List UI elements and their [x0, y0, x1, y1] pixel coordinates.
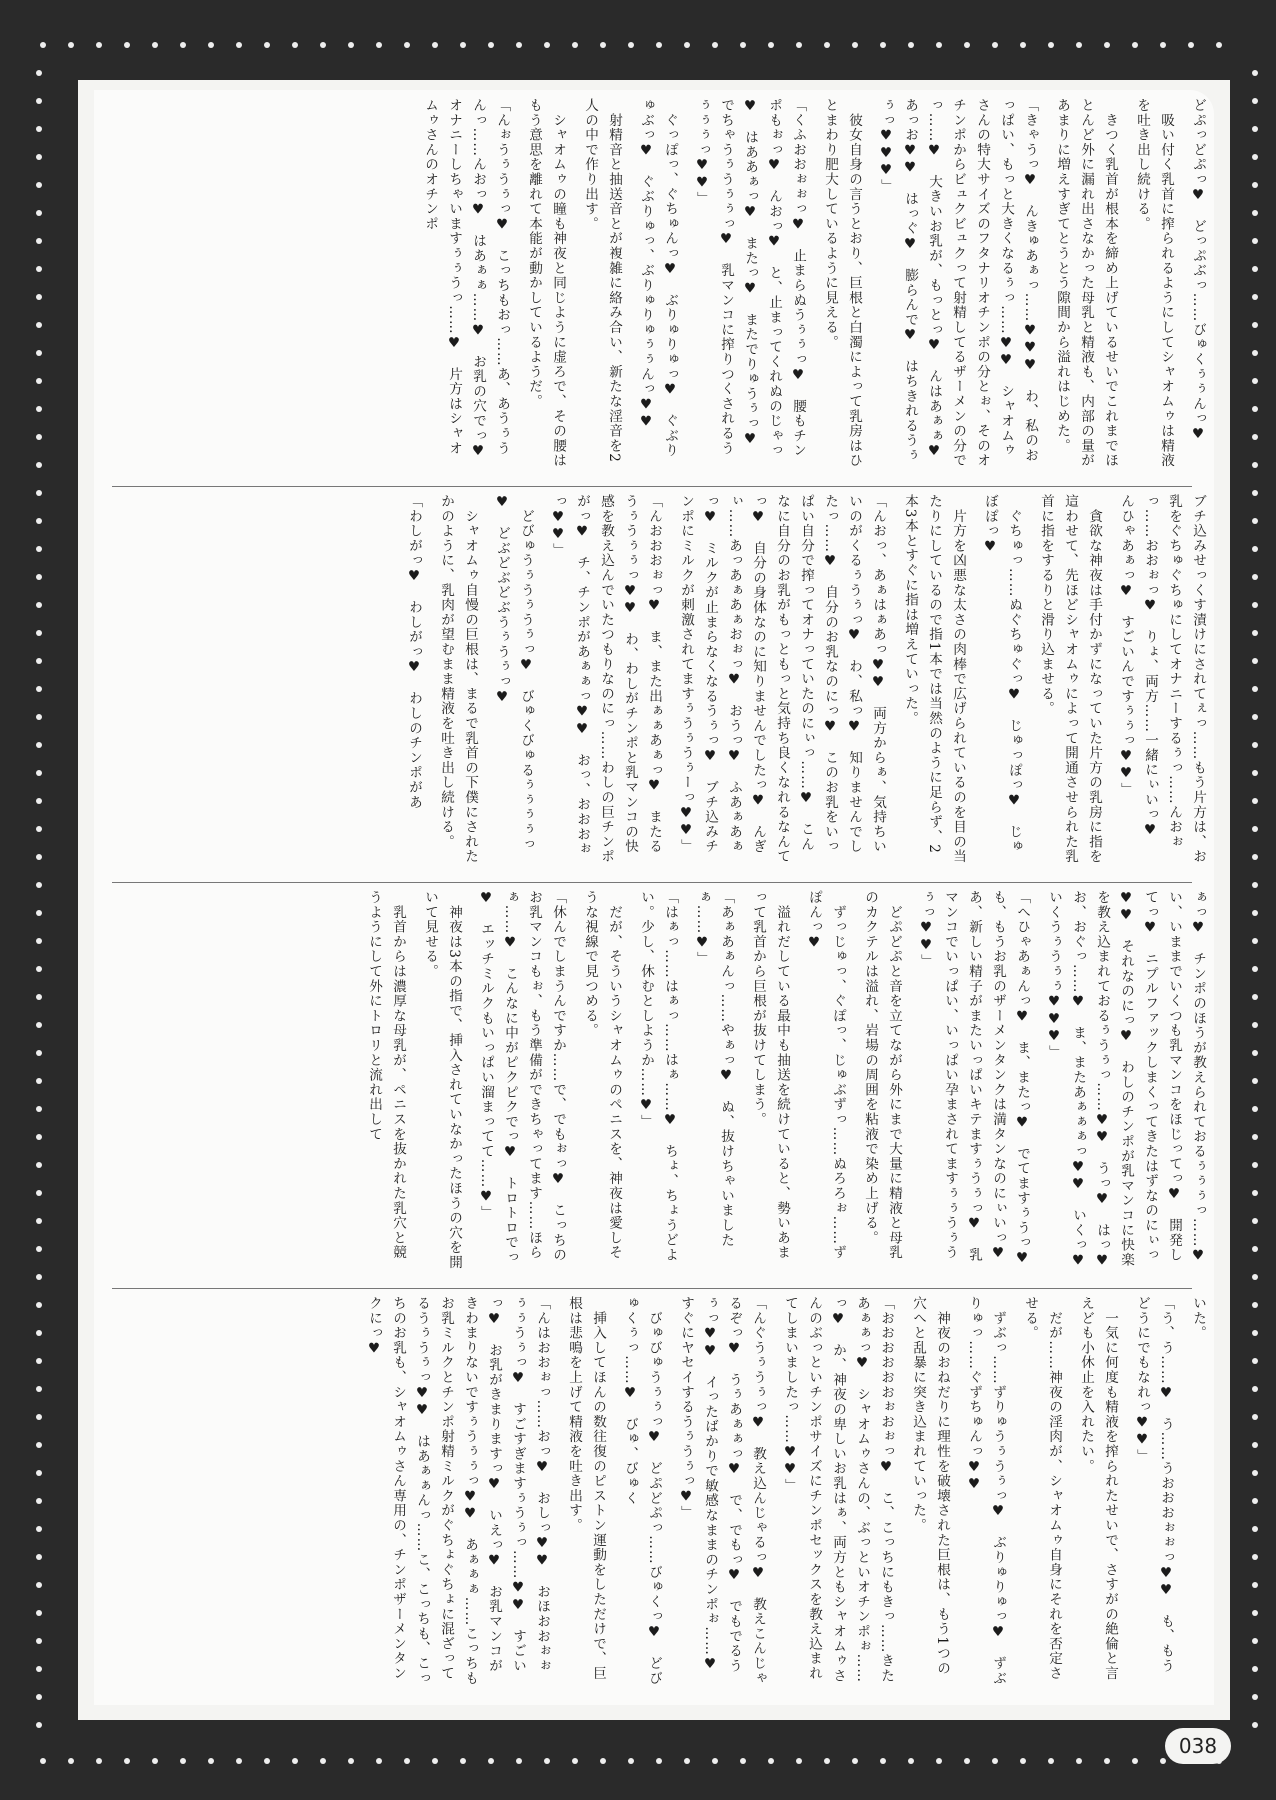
frame-dot [36, 154, 42, 160]
paragraph: 神夜は3本の指で、挿入されていなかったほうの穴を開いて見せる。 [422, 890, 462, 1270]
frame-dot [628, 42, 634, 48]
frame-dot [348, 42, 354, 48]
frame-dot [292, 1758, 298, 1764]
paragraph: 「はぁっ……はぁっ……はぁ……♥ ちょ、ちょうどよい。少し、休むとしようか……♥」 [638, 890, 678, 1263]
frame-dot [1252, 826, 1258, 832]
frame-dot [36, 714, 42, 720]
frame-dot [36, 294, 42, 300]
frame-dot [236, 1758, 242, 1764]
frame-dot [824, 42, 830, 48]
frame-dot [36, 630, 42, 636]
paragraph: 「へひゃあぁんっ♥ ま、またっ♥ でてますぅうっ♥ も、もうお乳のザーメンタンクは満タンなのにぃいっ♥ あ、新しい精子がまたいっぱいキテますぅうぅっ♥ 乳マンコでいっぱい、いっぱい孕まされてますぅぅうぅうぅっ♥♥」 [918, 890, 1030, 1283]
frame-dot [1252, 266, 1258, 272]
text-panel [94, 90, 1214, 1705]
frame-dot [36, 1274, 42, 1280]
frame-dot [36, 518, 42, 524]
frame-dot [36, 378, 42, 384]
frame-dot [1252, 1554, 1258, 1560]
frame-dot [600, 1758, 606, 1764]
paragraph: 吸い付く乳首に搾られるようにしてシャオムゥは精液を吐き出し続ける。 [1134, 98, 1174, 468]
frame-dot [964, 1758, 970, 1764]
frame-dot [1132, 1758, 1138, 1764]
frame-dot [36, 1190, 42, 1196]
frame-dot [36, 1414, 42, 1420]
frame-dot [1076, 42, 1082, 48]
paragraph: 「あぁあぁんっ……やぁっ♥ ぬ、抜けちゃいましたぁ……♥」 [694, 890, 734, 1248]
frame-dot [376, 42, 382, 48]
frame-dot [1252, 1442, 1258, 1448]
frame-dot [36, 1218, 42, 1224]
frame-dot [124, 1758, 130, 1764]
paragraph: 溢れだしている最中も抽送を続けていると、勢いあまって乳首から巨根が抜けてしまう。 [750, 890, 790, 1260]
frame-dot [36, 1526, 42, 1532]
frame-dot [36, 70, 42, 76]
paragraph: ぁっ♥ チンポのほうが教えられておるぅぅぅっ……♥ い、いままでいくつも乳マンコをほじってっ♥ 開発してっ♥ ニプルファックしまくってきたはずなのにぃっ♥♥ それなのにっ♥ わしのチンポが乳マンコに快楽を教え込まれておるぅうぅっ……♥♥ うっ♥ はっ♥ お、おぐっ……♥ ま、またあぁぁぁっ♥♥ いくっ♥ いくうぅうぅぅ♥♥♥」 [1046, 890, 1206, 1285]
section-divider [112, 486, 1192, 487]
frame-dot [656, 42, 662, 48]
text-band-2 [94, 494, 1214, 874]
frame-dot [1252, 1106, 1258, 1112]
frame-dot [96, 1758, 102, 1764]
frame-dot [36, 966, 42, 972]
paragraph: どぷっどぷっ♥ どっぷぶっ……びゅくぅぅんっ♥ [1190, 98, 1206, 444]
frame-dot [1252, 378, 1258, 384]
paragraph: 「んはおおぉっ……おっ♥ おしっ♥♥ おほおおぉぉぅぅうぅっ♥ すごすぎますぅうぅっ……♥♥ すごいっ♥ お乳がきまりますっ♥ いえっ♥ お乳マンコがきわまりないですぅうぅぅっ♥♥ あぁぁぁ……こっちもお乳ミルクとチンポ射精ミルクがぐちょぐちょに混ざってるうぅうぅっ♥♥ はあぁぁんっ……こ、こっちも、こっちのお乳も、シャオムゥさん専用の、チンポザーメンタンクにっ♥ [366, 1296, 550, 1686]
frame-dot [36, 1442, 42, 1448]
frame-dot [1252, 686, 1258, 692]
paragraph: ぐっぽっ、ぐちゅんっ♥ ぶりゅりゅっ♥ ぐぶりゅぶっ♥ ぐぶりゅっ、ぶりゅりゅぅぅんっ♥♥ [638, 98, 678, 458]
frame-dot [1160, 42, 1166, 48]
frame-dot [544, 42, 550, 48]
frame-dot [1020, 1758, 1026, 1764]
frame-dot [1252, 350, 1258, 356]
frame-dot [68, 42, 74, 48]
frame-dot [348, 1758, 354, 1764]
frame-dot [1252, 714, 1258, 720]
frame-dot [1252, 1414, 1258, 1420]
frame-dot [1252, 518, 1258, 524]
frame-dot [1252, 938, 1258, 944]
frame-dot [1252, 658, 1258, 664]
frame-dot [36, 1582, 42, 1588]
frame-dot [1104, 1758, 1110, 1764]
frame-dot [36, 1022, 42, 1028]
paragraph: 「おおおおおおぉおぉっ♥ こ、こっちにもきっ……きたあぁぁっ♥ シャオムゥさんの、ぶっといオチンポぉ……っ♥ か、神夜の卑しいお乳はぁ、両方ともシャオムゥさんのぶっといチンポサイズにチンポセックスを教え込まれてしまいましたっ……♥♥」 [782, 1296, 894, 1684]
frame-dot [936, 42, 942, 48]
frame-dot [264, 1758, 270, 1764]
frame-dot [1252, 1078, 1258, 1084]
frame-dot [824, 1758, 830, 1764]
frame-dot [36, 1638, 42, 1644]
paragraph: 「わしがっ♥ わしがっ♥ わしのチンポがあ [406, 494, 422, 810]
paragraph: ずぶっ……ずりゅうぅうぅっ♥ ぶりゅりゅっ♥ ずぶりゅっ……ぐずちゅんっ♥♥ [966, 1296, 1006, 1686]
frame-dot [36, 1134, 42, 1140]
frame-dot [1252, 238, 1258, 244]
frame-dot [36, 938, 42, 944]
frame-dot [36, 574, 42, 580]
frame-dot [1252, 1274, 1258, 1280]
frame-dot [36, 742, 42, 748]
frame-dot [1252, 434, 1258, 440]
frame-dot [180, 42, 186, 48]
frame-dot [600, 42, 606, 48]
frame-dot [124, 42, 130, 48]
frame-dot [852, 1758, 858, 1764]
text-band-1 [94, 98, 1214, 478]
frame-dot [1252, 630, 1258, 636]
frame-dot [1252, 1582, 1258, 1588]
frame-dot [36, 1722, 42, 1728]
section-divider [112, 882, 1192, 883]
frame-dot [1252, 1526, 1258, 1532]
frame-dot [1252, 1386, 1258, 1392]
frame-dot [1252, 574, 1258, 580]
frame-dot [880, 1758, 886, 1764]
frame-dot [36, 798, 42, 804]
frame-dot [36, 602, 42, 608]
frame-dot [36, 1554, 42, 1560]
frame-dot [964, 42, 970, 48]
frame-dot [36, 1106, 42, 1112]
frame-dot [1252, 1302, 1258, 1308]
frame-dot [36, 182, 42, 188]
frame-dot [1252, 966, 1258, 972]
frame-dot [36, 1330, 42, 1336]
frame-dot [1252, 1218, 1258, 1224]
frame-dot [852, 42, 858, 48]
frame-dot [96, 42, 102, 48]
frame-dot [36, 1386, 42, 1392]
paragraph: どぷどぷと音を立てながら外にまで大量に精液と母乳のカクテルは溢れ、岩場の周囲を粘液で染め上げる。 [862, 890, 902, 1260]
frame-dot [36, 770, 42, 776]
frame-dot [1132, 42, 1138, 48]
paragraph: きつく乳首が根本を締め上げているせいでこれまでほとんど外に漏れ出さなかった母乳と精液も、内部の量があまりに増えすぎてとうとう隙間から溢れはじめた。 [1054, 98, 1118, 468]
frame-dot [880, 42, 886, 48]
frame-dot [796, 1758, 802, 1764]
frame-dot [36, 210, 42, 216]
frame-dot [36, 1470, 42, 1476]
frame-dot [36, 322, 42, 328]
frame-dot [572, 1758, 578, 1764]
frame-dot [180, 1758, 186, 1764]
frame-dot [516, 42, 522, 48]
paragraph: 「んおっ、あぁはぁあっ♥♥ 両方からぁ、気持ちいいのがくるぅうぅっ♥ わ、私っ♥ 知りませんでしたっ……♥ 自分のお乳なのにっ♥ このお乳をいっぱい自分で搾ってオナっていたのにぃっ……♥ こんなに自分のお乳がもっともっと気持ち良くなれるなんてっ♥ 自分の身体なのに知りませんでしたっ♥ んぎぃ……あっあぁあぁおぉっ♥ おうっ♥ ふあぁあぁっ♥ ミルクが止まらなくなるうぅっ♥ ブチ込みチンポにミルクが刺激されてますぅうぅうぅーっ♥♥」 [678, 494, 886, 864]
frame-dot [740, 1758, 746, 1764]
frame-dot [1252, 1162, 1258, 1168]
frame-dot [544, 1758, 550, 1764]
frame-dot [36, 490, 42, 496]
frame-dot [36, 1302, 42, 1308]
frame-dot [1252, 1694, 1258, 1700]
frame-dot [36, 1050, 42, 1056]
frame-dot [36, 1610, 42, 1616]
frame-dot [36, 854, 42, 860]
frame-dot [1252, 1666, 1258, 1672]
frame-dot [1104, 42, 1110, 48]
frame-dot [516, 1758, 522, 1764]
paragraph: ぐちゅっ……ぬぐちゅぐっ♥ じゅっぽっ♥ じゅぼぽっ♥ [982, 494, 1022, 854]
frame-dot [1252, 1470, 1258, 1476]
frame-dot [36, 1498, 42, 1504]
frame-dot [796, 42, 802, 48]
frame-dot [152, 1758, 158, 1764]
paragraph: シャオムゥの瞳も神夜と同じように虚ろで、その腰はもう意思を離れて本能が動かしているようだ。 [526, 98, 566, 468]
paragraph: ずっじゅっ、ぐぽっ、じゅぶずっ……ぬろろぉ……ずぽんっ♥ [806, 890, 846, 1260]
paragraph: 射精音と抽送音とが複雑に絡み合い、新たな淫音を2人の中で作り出す。 [582, 98, 622, 464]
paragraph: 挿入してほんの数往復のピストン運動をしただけで、巨根は悲鳴を上げて精液を吐き出す。 [566, 1296, 606, 1681]
frame-dot [236, 42, 242, 48]
paragraph: 「んぐうぅうぅっ♥ 教え込んじゃるっ♥ 教えこんじゃるぞっ♥ うぅあぁぁっ♥ で、でもっ♥ でもでるうぅっ♥♥ イったばかりで敏感なままのチンポぉ……♥ すぐにヤセイするうぅうぅっ♥」 [678, 1296, 766, 1688]
paragraph: どびゅうぅうぅうぅっ♥ びゅくびゅるぅぅぅぅっ♥ どぶどぶどぶうぅうぅっ♥ [494, 494, 534, 852]
frame-dot [36, 238, 42, 244]
frame-dot [1252, 406, 1258, 412]
frame-dot [36, 126, 42, 132]
frame-dot [1252, 322, 1258, 328]
frame-dot [1252, 154, 1258, 160]
frame-dot [36, 686, 42, 692]
frame-dot [36, 1162, 42, 1168]
frame-dot [1252, 1722, 1258, 1728]
text-band-3 [94, 890, 1214, 1285]
paragraph: シャオムゥ自慢の巨根は、まるで乳首の下僕にされたかのように、乳肉が望むまま精液を吐き出し続ける。 [438, 494, 478, 864]
frame-top-border [0, 0, 1276, 80]
frame-dot [1252, 910, 1258, 916]
frame-dot [36, 826, 42, 832]
frame-dot [68, 1758, 74, 1764]
paragraph: 「う、う……♥ う……うおおおぉぉっ♥♥ も、もうどうにでもなれっ♥♥」 [1134, 1296, 1174, 1674]
section-divider [112, 1288, 1192, 1289]
frame-dot [320, 1758, 326, 1764]
frame-dot [208, 42, 214, 48]
paragraph: 神夜のおねだりに理性を破壊された巨根は、もう1つの穴へと乱暴に突き込まれていった。 [910, 1296, 950, 1676]
paragraph: 乳首からは濃厚な母乳が、ペニスを抜かれた乳穴と競うようにして外にトロリと流れ出して [366, 890, 406, 1260]
frame-dot [1048, 42, 1054, 48]
frame-dot [208, 1758, 214, 1764]
frame-dot [36, 462, 42, 468]
frame-dot [1252, 602, 1258, 608]
frame-dot [376, 1758, 382, 1764]
frame-dot [1252, 294, 1258, 300]
frame-dot [740, 42, 746, 48]
frame-dot [488, 1758, 494, 1764]
frame-dot [1252, 98, 1258, 104]
frame-dot [1048, 1758, 1054, 1764]
frame-dot [684, 42, 690, 48]
paragraph: びゅびゅうぅぅっ♥ どぷどぷっ……びゅくっ♥ どびゅくぅっ……♥ びゅ、びゅく [622, 1296, 662, 1686]
frame-dot [768, 1758, 774, 1764]
frame-bottom-border [0, 1720, 1276, 1800]
frame-dot [572, 42, 578, 48]
frame-dot [40, 42, 46, 48]
paragraph: 「きゃうっ♥ んきゅあぁっ……♥♥♥ わ、私のおっぱい、もっと大きくなるぅっ……♥♥ シャオムゥさんの特大サイズのフタナリオチンポの分とぉ、そのオチンポからビュクビュクって射精してるザーメンの分でっ……♥ 大きいお乳が、もっとっ♥ んはあぁぁ♥ あっお♥♥ はっぐ♥ 膨らんで♥ はちきれるうぅぅっ♥♥♥」 [878, 98, 1038, 476]
frame-dot [1188, 42, 1194, 48]
frame-dot [1252, 798, 1258, 804]
frame-dot [1252, 1246, 1258, 1252]
frame-dot [264, 42, 270, 48]
paragraph: 「くふおおぉぉっ♥ 止まらぬうぅぅっ♥ 腰もチンポもぉっ♥ んおっ♥ と、止まってくれぬのじゃっ♥ はああぁっ♥ またっ♥ またでりゅうぅっ♥ でちゃうぅうぅぅっ♥ 乳マンコに搾りつくされるうぅぅぅっ♥♥」 [694, 98, 806, 463]
frame-dot [1252, 1050, 1258, 1056]
frame-dot [1252, 1330, 1258, 1336]
frame-dot [36, 98, 42, 104]
frame-dot [36, 1246, 42, 1252]
frame-dot [488, 42, 494, 48]
paragraph: 片方を凶悪な太さの肉棒で広げられているのを目の当たりにしているので指1本では当然のように足らず、2本3本とすぐに指は増えていった。 [902, 494, 966, 864]
frame-dot [908, 42, 914, 48]
frame-dot [1252, 182, 1258, 188]
frame-dot [460, 1758, 466, 1764]
frame-dot [36, 546, 42, 552]
frame-dot [292, 42, 298, 48]
frame-dot [460, 42, 466, 48]
frame-dot [1252, 770, 1258, 776]
paragraph: だが……神夜の淫肉が、シャオムゥ自身にそれを否定させる。 [1022, 1296, 1062, 1681]
frame-dot [36, 910, 42, 916]
frame-dot [36, 350, 42, 356]
frame-dot [1252, 1358, 1258, 1364]
frame-dot [1252, 546, 1258, 552]
text-band-4 [94, 1296, 1214, 1696]
frame-dot [1252, 1134, 1258, 1140]
frame-dot [36, 1694, 42, 1700]
frame-dot [908, 1758, 914, 1764]
frame-dot [656, 1758, 662, 1764]
frame-dot [1252, 462, 1258, 468]
paragraph: いた。 [1190, 1296, 1206, 1341]
frame-dot [712, 42, 718, 48]
frame-dot [936, 1758, 942, 1764]
paragraph: ブチ込みせっくす漬けにされてぇっ……もう片方は、お乳をぐちゅぐちゅにしてオナニーするぅっ……んおぉっ……おおぉっ♥ りょ、両方……一緒にぃいっ♥ んひゃあぁっ♥ すごいんですぅぅっ♥♥」 [1118, 494, 1206, 864]
frame-dot [320, 42, 326, 48]
frame-dot [992, 42, 998, 48]
frame-dot [36, 1078, 42, 1084]
frame-dot [1252, 210, 1258, 216]
paragraph: 一気に何度も精液を搾られたせいで、さすがの絶倫と言えども小休止を入れたい。 [1078, 1296, 1118, 1681]
frame-dot [432, 42, 438, 48]
frame-dot [404, 42, 410, 48]
page-number: 038 [1165, 1728, 1231, 1764]
paragraph: 「休んでしまうんですか……で、でもぉっ♥ こっちのお乳マンコもぉ、もう準備ができちゃってます……ほらぁ……♥ こんなに中がピクピクでっ♥ トロトロでっ♥ エッチミルクもいっぱい溜まってて……♥」 [478, 890, 566, 1265]
frame-dot [36, 266, 42, 272]
frame-dot [1252, 742, 1258, 748]
frame-dot [1252, 994, 1258, 1000]
frame-dot [1252, 882, 1258, 888]
paragraph: だが、そういうシャオムゥのペニスを、神夜は愛しそうな視線で見つめる。 [582, 890, 622, 1260]
frame-dot [432, 1758, 438, 1764]
frame-dot [1160, 1758, 1166, 1764]
frame-dot [1252, 1638, 1258, 1644]
frame-dot [768, 42, 774, 48]
frame-dot [36, 1358, 42, 1364]
frame-dot [1076, 1758, 1082, 1764]
frame-dot [1252, 490, 1258, 496]
frame-dot [1252, 126, 1258, 132]
frame-dot [36, 658, 42, 664]
frame-dot [1252, 1498, 1258, 1504]
frame-dot [36, 994, 42, 1000]
frame-dot [404, 1758, 410, 1764]
frame-dot [40, 1758, 46, 1764]
frame-dot [684, 1758, 690, 1764]
paragraph: 彼女自身の言うとおり、巨根と白濁によって乳房はひとまわり肥大しているように見える。 [822, 98, 862, 468]
frame-dot [36, 406, 42, 412]
frame-dot [152, 42, 158, 48]
frame-dot [1252, 854, 1258, 860]
frame-dot [36, 882, 42, 888]
frame-dot [992, 1758, 998, 1764]
frame-dot [1252, 1610, 1258, 1616]
frame-dot [1252, 1022, 1258, 1028]
frame-dot [1252, 1190, 1258, 1196]
frame-dot [1252, 70, 1258, 76]
frame-dot [712, 1758, 718, 1764]
frame-dot [36, 1666, 42, 1672]
frame-dot [36, 434, 42, 440]
frame-dot [1216, 42, 1222, 48]
paragraph: 貪欲な神夜は手付かずになっていた片方の乳房に指を這わせて、先ほどシャオムゥによって開通させられた乳首に指をするりと滑り込ませる。 [1038, 494, 1102, 864]
paragraph: 「んぉうぅうぅっ♥ こっちもおっ……あ、あうぅうんっ……んおっ♥ はあぁぁ……♥ お乳の穴でっ♥ オナニーしちゃいますぅぅうっ……♥ 片方はシャオムゥさんのオチンポ [422, 98, 510, 476]
paragraph: 「んおおおぉっ♥ ま、また出ぁぁあぁっ♥ またるうぅうぅぅっ♥♥ わ、わしがチンポと乳マンコの快感を教え込んでいたつもりなのにっ……わしの巨チンポがっ♥ チ、チンポがあぁぁっ♥♥ おっ、おおおぉっ♥♥」 [550, 494, 662, 864]
frame-dot [628, 1758, 634, 1764]
frame-dot [1020, 42, 1026, 48]
